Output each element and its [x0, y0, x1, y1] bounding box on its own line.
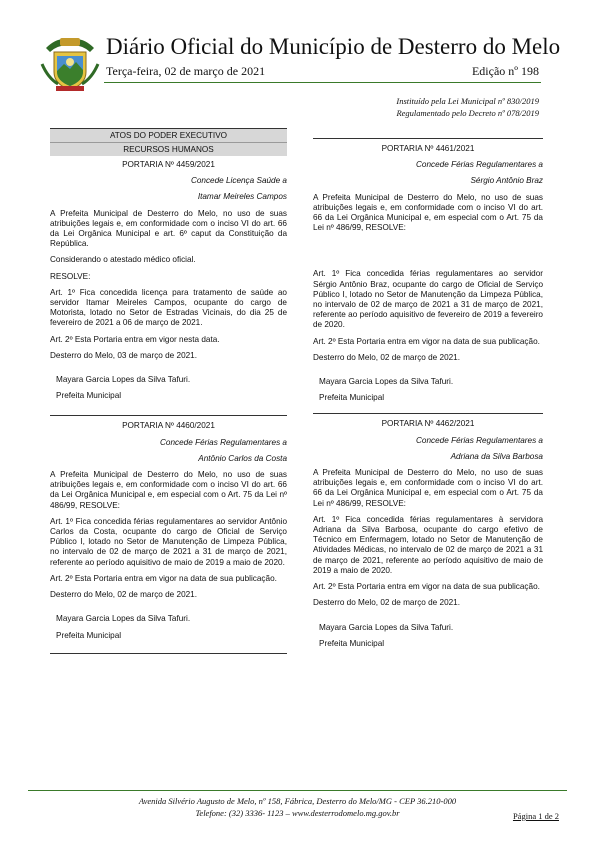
portaria-signer: Mayara Garcia Lopes da Silva Tafuri. [56, 614, 191, 624]
portaria-intro: A Prefeita Municipal de Desterro do Melo, no uso de suas atribuições legais e, em conformidade com o inciso VI do art. 66 da Lei Orgânica Municipal e art. 6º caput da Constituição da República. [50, 208, 287, 249]
newspaper-title: Diário Oficial do Município de Desterro do Melo [106, 34, 561, 59]
right-column [313, 128, 543, 655]
portaria-4462 [313, 419, 543, 648]
portaria-place-date: Desterro do Melo, 02 de março de 2021. [313, 598, 461, 608]
portaria-article-2: Art. 2º Esta Portaria entra em vigor na data de sua publicação. [50, 573, 277, 583]
column-end-divider [50, 653, 287, 654]
portaria-4459 [50, 160, 287, 401]
portaria-resolve: RESOLVE: [50, 271, 91, 281]
portaria-article-1: Art. 1º Fica concedida férias regulamentares à servidora Adriana da Silva Barbosa, ocupante do cargo efetivo de Técnico em Enfermagem, lotado no Setor de Manutenção de Atividades Médicas, no intervalo de 02 de março de 2021 a 31 de março de 2021, referente ao período aquisitivo de maio de 2019 a maio de 2020. [313, 514, 543, 575]
portaria-signer-role: Prefeita Municipal [319, 638, 385, 648]
portaria-person: Itamar Meireles Campos [197, 192, 287, 202]
portaria-person: Antônio Carlos da Costa [198, 453, 287, 463]
portaria-article-1: Art. 1º Fica concedida férias regulamentares ao servidor Antônio Carlos da Costa, ocupante do cargo de Oficial de Serviço Público I, lotado no Setor de Manutenção de Limpeza Pública, no intervalo de 02 de março de 2021 a 31 de março de 2021, referente ao período aquisitivo de maio de 2019 a maio de 2020. [50, 516, 287, 567]
portaria-place-date: Desterro do Melo, 03 de março de 2021. [50, 350, 198, 360]
page-number: Página 1 de 2 [512, 811, 559, 821]
portaria-subject: Concede Férias Regulamentares a [160, 437, 287, 447]
portaria-title: PORTARIA Nº 4462/2021 [381, 419, 475, 429]
portaria-article-1: Art. 1º Fica concedida férias regulamentares ao servidor Sérgio Antônio Braz, ocupante do cargo de Oficial de Serviço Público I, lotado no Setor de Manutenção da Limpeza Pública, no intervalo de 02 de março de 2021 a 31 de março de 2021, referente ao período aquisitivo de fevereiro de 2019 a fevereiro de 2020. [313, 269, 543, 330]
portaria-divider [50, 415, 287, 416]
portaria-intro: A Prefeita Municipal de Desterro do Melo, no uso de suas atribuições legais e, em conformidade com o inciso VI do art. 66 da Lei Orgânica Municipal e, em especial com o Art. 75 da Lei nº 486/99, RESOLVE: [313, 468, 543, 508]
instituted-by-law: Instituído pela Lei Municipal nº 830/2019 [396, 96, 539, 106]
municipal-coat-of-arms-icon [38, 34, 102, 94]
edition-number: Edição nº 198 [471, 64, 539, 78]
portaria-considering: Considerando o atestado médico oficial. [50, 255, 196, 265]
portaria-person: Adriana da Silva Barbosa [450, 451, 543, 461]
portaria-divider [313, 138, 543, 139]
portaria-signer: Mayara Garcia Lopes da Silva Tafuri. [56, 375, 191, 385]
portaria-title: PORTARIA Nº 4459/2021 [122, 160, 215, 169]
regulated-by-decree: Regulamentado pelo Decreto nº 078/2019 [396, 108, 539, 118]
footer-address: Avenida Silvério Augusto de Melo, nº 158, Fábrica, Desterro do Melo/MG - CEP 36.210-000 [138, 796, 457, 806]
portaria-divider [313, 413, 543, 414]
portaria-subject: Concede Licença Saúde a [190, 176, 287, 186]
portaria-article-1: Art. 1º Fica concedida licença para tratamento de saúde ao servidor Itamar Meireles Campos, ocupante do cargo de Motorista, lotado no Setor de Estradas Vicinais, do dia 25 de fevereiro de 2021 a 06 de março de 2021. [50, 287, 287, 328]
left-column [50, 128, 287, 659]
portaria-signer-role: Prefeita Municipal [56, 630, 122, 640]
issue-date: Terça-feira, 02 de março de 2021 [106, 64, 266, 78]
section-header [50, 128, 287, 156]
portaria-subject: Concede Férias Regulamentares a [416, 160, 543, 170]
header-divider [104, 82, 541, 83]
portaria-title: PORTARIA Nº 4461/2021 [381, 144, 475, 153]
portaria-intro: A Prefeita Municipal de Desterro do Melo, no uso de suas atribuições legais e, em conformidade com o inciso VI do art. 66 da Lei Orgânica Municipal e, em especial com o Art. 75 da Lei nº 486/99, RESOLVE: [313, 192, 543, 233]
portaria-signer: Mayara Garcia Lopes da Silva Tafuri. [319, 622, 454, 632]
portaria-4460 [50, 421, 287, 640]
portaria-place-date: Desterro do Melo, 02 de março de 2021. [50, 590, 198, 600]
portaria-place-date: Desterro do Melo, 02 de março de 2021. [313, 352, 461, 362]
section-subtitle: RECURSOS HUMANOS [50, 142, 287, 156]
footer-contact: Telefone: (32) 3336- 1123 – www.desterrodomelo.mg.gov.br [195, 808, 400, 818]
portaria-title: PORTARIA Nº 4460/2021 [122, 421, 215, 431]
portaria-article-2: Art. 2º Esta Portaria entra em vigor na data de sua publicação. [313, 336, 540, 346]
portaria-article-2: Art. 2º Esta Portaria entra em vigor na data de sua publicação. [313, 582, 540, 592]
portaria-signer: Mayara Garcia Lopes da Silva Tafuri. [319, 377, 454, 387]
portaria-article-2: Art. 2º Esta Portaria entra em vigor nesta data. [50, 334, 220, 344]
portaria-intro: A Prefeita Municipal de Desterro do Melo, no uso de suas atribuições legais e, em conformidade com o inciso VI do art. 66 da Lei Orgânica Municipal e, em especial com o Art. 75 da Lei nº 486/99, RESOLVE: [50, 470, 287, 510]
portaria-person: Sérgio Antônio Braz [470, 176, 543, 186]
footer-divider [28, 790, 567, 791]
portaria-subject: Concede Férias Regulamentares a [416, 435, 543, 445]
portaria-4461 [313, 144, 543, 403]
portaria-signer-role: Prefeita Municipal [319, 393, 385, 403]
section-title: ATOS DO PODER EXECUTIVO [109, 131, 228, 140]
portaria-signer-role: Prefeita Municipal [56, 391, 122, 401]
